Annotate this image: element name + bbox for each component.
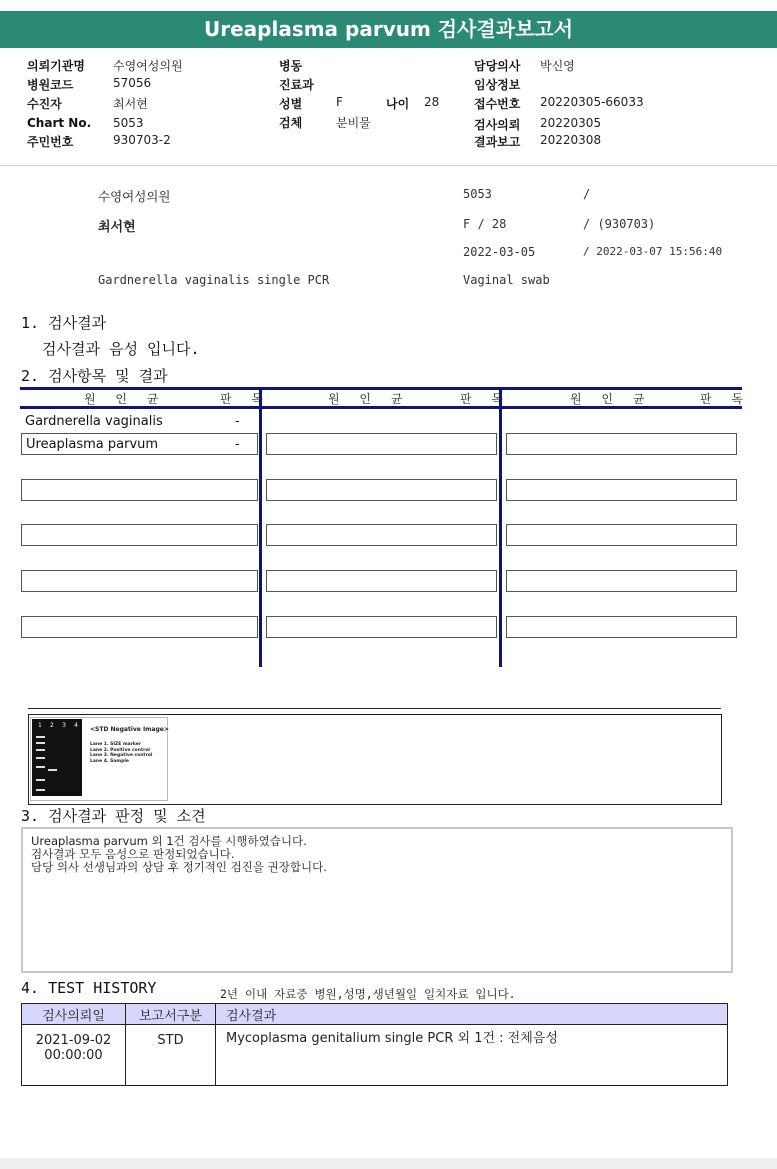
col-reading-3: 판 독 [700, 392, 751, 406]
result-cell [266, 524, 497, 546]
summary-name: 최서현 [98, 220, 136, 235]
section-1-title: 1. 검사결과 [21, 314, 107, 332]
value-clinic: 수영여성의원 [113, 59, 183, 73]
value-receipt-no: 20220305-66033 [540, 95, 644, 109]
value-doctor: 박신영 [540, 59, 575, 73]
opinion-line: 담당 의사 선생님과의 상담 후 정기적인 검진을 권장합니다. [31, 860, 327, 874]
section-1-text: 검사결과 음성 입니다. [42, 340, 200, 358]
result-cell [21, 524, 258, 546]
label-department: 진료과 [279, 78, 314, 92]
result-name-1: Gardnerella vaginalis [25, 414, 163, 429]
summary-date2: / 2022-03-07 15:56:40 [583, 245, 723, 258]
col-pathogen-1: 원 인 균 [84, 392, 167, 406]
gel-legend-item: Lane 4. Sample [90, 758, 129, 764]
label-resident-no: 주민번호 [27, 135, 74, 149]
summary-birth: / (930703) [583, 217, 656, 231]
label-hospital-code: 병원코드 [27, 78, 74, 92]
label-request-date: 검사의뢰 [474, 118, 521, 132]
grid-divider-2 [499, 387, 502, 667]
gel-legend-item: Lane 2. Positive control [90, 747, 150, 753]
label-report-date: 결과보고 [474, 135, 521, 149]
table-row [22, 1025, 728, 1086]
value-report-date: 20220308 [540, 133, 602, 147]
result-cell [506, 570, 737, 592]
history-note: 2년 이내 자료중 병원,성명,생년월일 일치자료 입니다. [220, 987, 516, 1001]
gel-lane-numbers [38, 722, 78, 729]
result-name-2: Ureaplasma parvum [26, 437, 159, 452]
gel-legend-item: Lane 3. Negative control [90, 753, 153, 758]
grid-divider-1 [259, 387, 262, 667]
history-date: 2021-09-02 [35, 1033, 112, 1048]
section-4-title: 4. TEST HISTORY [21, 979, 157, 997]
result-cell [266, 616, 497, 638]
col-reading-2: 판 독 [460, 392, 511, 406]
gel-lane-1: 1 [38, 722, 42, 729]
summary-sex-age: F / 28 [463, 217, 507, 231]
gel-legend-item: Lane 1. SIZE marker [90, 742, 142, 747]
result-cell [21, 616, 258, 638]
history-header-result: 검사결과 [216, 1004, 728, 1025]
footer-bar [0, 1158, 777, 1169]
result-cell [266, 479, 497, 501]
history-time: 00:00:00 [44, 1048, 103, 1063]
value-chart-no: 5053 [113, 116, 144, 130]
result-cell [506, 616, 737, 638]
gel-photo [32, 719, 82, 796]
history-type: STD [126, 1025, 216, 1086]
summary-test: Gardnerella vaginalis single PCR [98, 273, 330, 287]
history-header-date: 검사의뢰일 [22, 1004, 126, 1025]
result-cell [506, 524, 737, 546]
label-chart-no: Chart No. [27, 116, 92, 130]
summary-clinic: 수영여성의원 [98, 189, 171, 204]
col-reading-1: 판 독 [220, 392, 271, 406]
value-resident-no: 930703-2 [113, 133, 171, 147]
value-specimen: 분비물 [336, 116, 371, 130]
history-header-type: 보고서구분 [126, 1004, 216, 1025]
gel-lane-2: 2 [50, 722, 54, 729]
value-hospital-code: 57056 [113, 76, 152, 90]
gel-lane-4: 4 [74, 722, 78, 729]
label-ward: 병동 [279, 59, 303, 73]
result-value-1: - [235, 414, 240, 429]
col-pathogen-2: 원 인 균 [328, 392, 411, 406]
value-sex: F [336, 95, 343, 109]
result-cell [21, 479, 258, 501]
section-2-title: 2. 검사항목 및 결과 [21, 367, 168, 385]
report-title: Ureaplasma parvum 검사결과보고서 [0, 11, 777, 48]
result-cell [266, 433, 497, 455]
label-sex: 성별 [279, 97, 303, 111]
value-request-date: 20220305 [540, 116, 602, 130]
label-receipt-no: 접수번호 [474, 97, 521, 111]
gel-legend [90, 742, 152, 764]
label-clinic: 의뢰기관명 [27, 59, 85, 73]
result-cell [506, 433, 737, 455]
opinion-line: Ureaplasma parvum 외 1건 검사를 시행하였습니다. [31, 834, 307, 848]
history-result: Mycoplasma genitalium single PCR 외 1건 : 전체음성 [216, 1025, 728, 1086]
result-value-2: - [235, 437, 240, 452]
summary-specimen: Vaginal swab [463, 273, 550, 287]
result-cell [266, 570, 497, 592]
label-specimen: 검체 [279, 116, 303, 130]
result-cell [506, 479, 737, 501]
label-doctor: 담당의사 [474, 59, 521, 73]
summary-chart: 5053 [463, 187, 492, 201]
col-pathogen-3: 원 인 균 [570, 392, 653, 406]
value-patient: 최서현 [113, 97, 148, 111]
result-cell [21, 570, 258, 592]
history-date-cell [22, 1025, 126, 1086]
gel-top-rule [28, 708, 721, 709]
history-table [21, 1003, 728, 1086]
gel-title: <STD Negative Image> [90, 726, 169, 733]
summary-date1: 2022-03-05 [463, 245, 536, 259]
label-age: 나이 [386, 97, 410, 111]
value-age: 28 [424, 95, 440, 109]
opinion-line: 검사결과 모두 음성으로 판정되었습니다. [31, 847, 235, 861]
label-patient: 수진자 [27, 97, 62, 111]
summary-slash: / [583, 187, 591, 201]
opinion-box [21, 827, 733, 973]
header-divider [0, 165, 777, 166]
gel-lane-3: 3 [62, 722, 66, 729]
label-clinical-info: 임상정보 [474, 78, 521, 92]
section-3-title: 3. 검사결과 판정 및 소견 [21, 807, 206, 825]
